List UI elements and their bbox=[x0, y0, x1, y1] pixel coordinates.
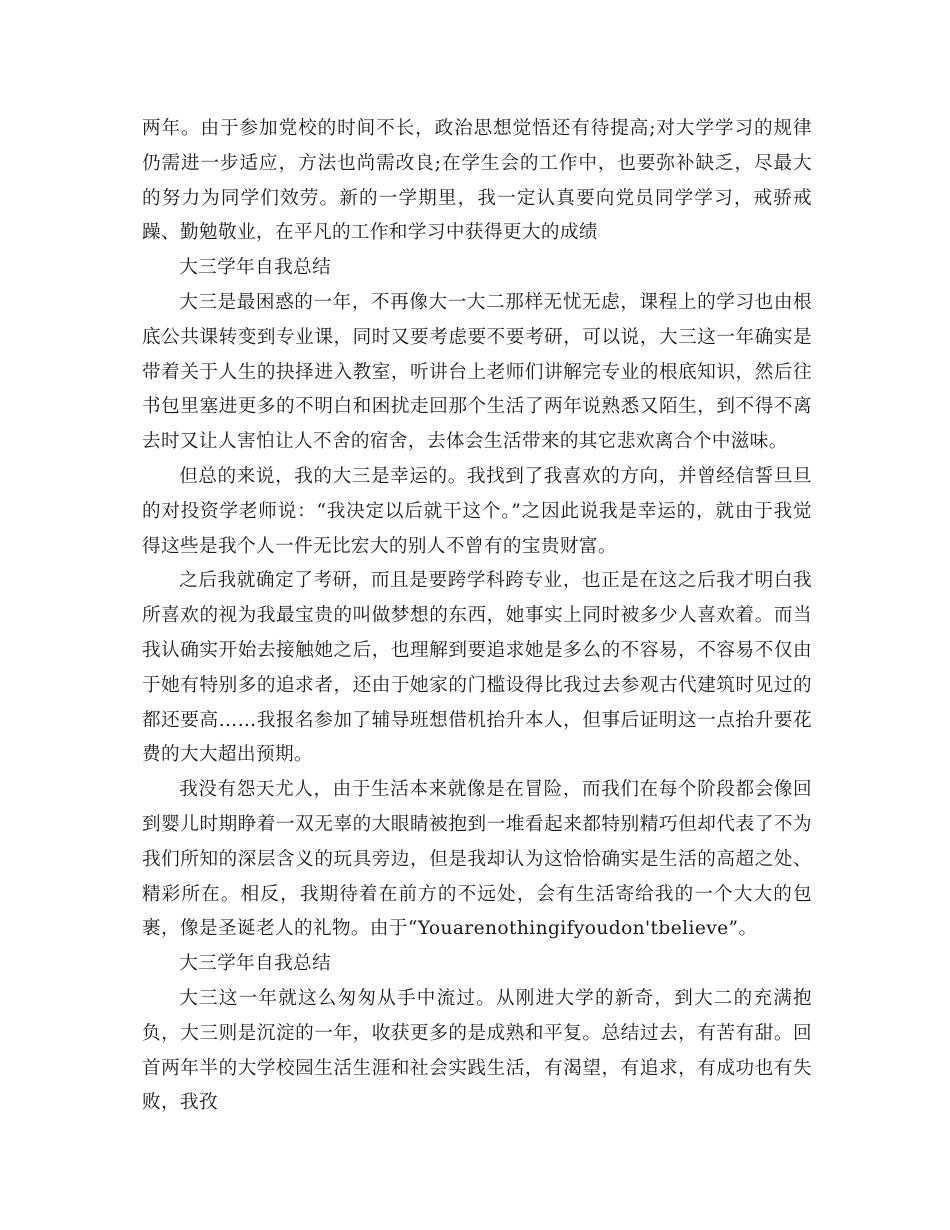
paragraph: 我没有怨天尤人，由于生活本来就像是在冒险，而我们在每个阶段都会像回到婴儿时期睁着一双无辜的大眼睛被抱到一堆看起来都特别精巧但却代表了不为我们所知的深层含义的玩具旁边，但是我却认为这恰恰确实是生活的高超之处、精彩所在。相反，我期待着在前方的不远处，会有生活寄给我的一个大大的包裹，像是圣诞老人的礼物。由于“Youarenothingifyoudon'tbelieve”。 bbox=[142, 779, 812, 940]
paragraph: 大三这一年就这么匆匆从手中流过。从刚进大学的新奇，到大二的充满抱负，大三则是沉淀的一年，收获更多的是成熟和平复。总结过去，有苦有甜。回首两年半的大学校园生活生涯和社会实践生活，有渴望，有追求，有成功也有失败，我孜 bbox=[142, 987, 812, 1114]
paragraph: 之后我就确定了考研，而且是要跨学科跨专业，也正是在这之后我才明白我所喜欢的视为我最宝贵的叫做梦想的东西，她事实上同时被多少人喜欢着。而当我认确实开始去接触她之后，也理解到要追求她是多么的不容易，不容易不仅由于她有特别多的追求者，还由于她家的门槛设得比我过去参观古代建筑时见过的都还要高……我报名参加了辅导班想借机抬升本人，但事后证明这一点抬升要花费的大大超出预期。 bbox=[142, 570, 812, 766]
section-heading: 大三学年自我总结 bbox=[179, 257, 332, 279]
paragraph: 两年。由于参加党校的时间不长，政治思想觉悟还有待提高;对大学学习的规律仍需进一步适应，方法也尚需改良;在学生会的工作中，也要弥补缺乏，尽最大的努力为同学们效劳。新的一学期里，我一定认真要向党员同学学习，戒骄戒躁、勤勉敬业，在平凡的工作和学习中获得更大的成绩 bbox=[142, 118, 812, 244]
paragraph: 大三是最困惑的一年，不再像大一大二那样无忧无虑，课程上的学习也由根底公共课转变到专业课，同时又要考虑要不要考研，可以说，大三这一年确实是带着关于人生的抉择进入教室，听讲台上老师们讲解完专业的根底知识，然后往书包里塞进更多的不明白和困扰走回那个生活了两年说熟悉又陌生，到不得不离去时又让人害怕让人不舍的宿舍，去体会生活带来的其它悲欢离合个中滋味。 bbox=[142, 291, 812, 453]
paragraph: 但总的来说，我的大三是幸运的。我找到了我喜欢的方向，并曾经信誓旦旦的对投资学老师说：“我决定以后就干这个。”之因此说我是幸运的，就由于我觉得这些是我个人一件无比宏大的别人不曾有的宝贵财富。 bbox=[142, 465, 812, 557]
document-body bbox=[142, 112, 812, 1121]
section-heading: 大三学年自我总结 bbox=[179, 953, 332, 975]
